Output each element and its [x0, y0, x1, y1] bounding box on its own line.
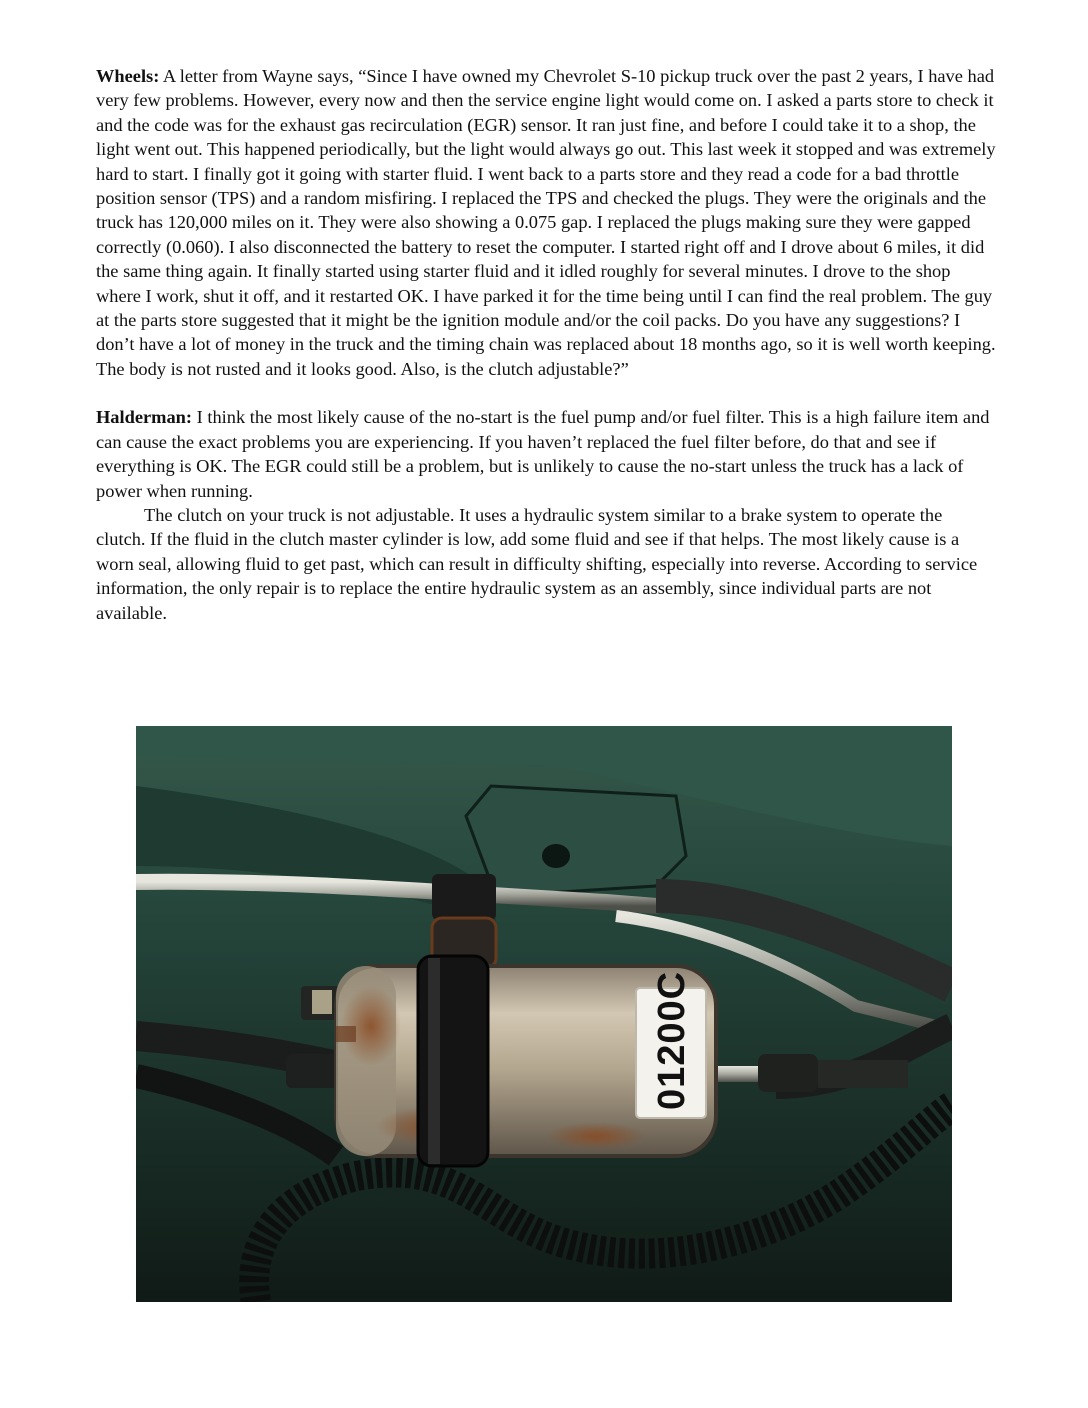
answer-text: I think the most likely cause of the no-start is the fuel pump and/or fuel filter. This is a high failure item and can cause the exact problems you are experiencing. If you haven’t replaced the fuel filter before, do that and see if everything is OK. The EGR could still be a problem, but is unlikely to cause the no-start unless the truck has a lack of power when running. [96, 407, 990, 501]
answer-paragraph-2: The clutch on your truck is not adjustable. It uses a hydraulic system similar to a brake system to operate the clutch. If the fluid in the clutch master cylinder is low, add some fluid and see if that helps. The most likely cause is a worn seal, allowing fluid to get past, which can result in difficulty shifting, especially into reverse. According to service information, the only repair is to replace the entire hydraulic system as an assembly, since individual parts are not available. [96, 504, 978, 623]
answer-paragraph [96, 405, 996, 503]
answer-speaker: Halderman: [96, 407, 193, 428]
article-body [96, 64, 996, 625]
filter-label: 01200C [651, 970, 693, 1110]
letter-speaker: Wheels: [96, 66, 160, 86]
letter-paragraph [96, 64, 996, 381]
fuel-filter-photo [136, 726, 952, 1302]
letter-text: A letter from Wayne says, “Since I have owned my Chevrolet S-10 pickup truck over the past 2 years, I have had very few problems. However, every now and then the service engine light would come on. I asked a parts store to check it and the code was for the exhaust gas recirculation (EGR) sensor. It ran just fine, and before I could take it to a shop, the light went out. This happened periodically, but the light would always go out. This last week it stopped and was extremely hard to start. I finally got it going with starter fluid. I went back to a parts store and they read a code for a bad throttle position sensor (TPS) and a random misfiring. I replaced the TPS and checked the plugs. They were the originals and the truck has 120,000 miles on it. They were also showing a 0.075 gap. I replaced the plugs making sure they were gapped correctly (0.060). I also disconnected the battery to reset the computer. I started right off and I drove about 6 miles, it did the same thing again. It finally started using starter fluid and it idled roughly for several minutes. I drove to the shop where I work, shut it off, and it restarted OK. I have parked it for the time being until I can find the real problem. The guy at the parts store suggested that it might be the ignition module and/or the coil packs. Do you have any suggestions? I don’t have a lot of money in the truck and the timing chain was replaced about 18 months ago, so it is well worth keeping. The body is not rusted and it looks good. Also, is the clutch adjustable?” [96, 66, 996, 379]
